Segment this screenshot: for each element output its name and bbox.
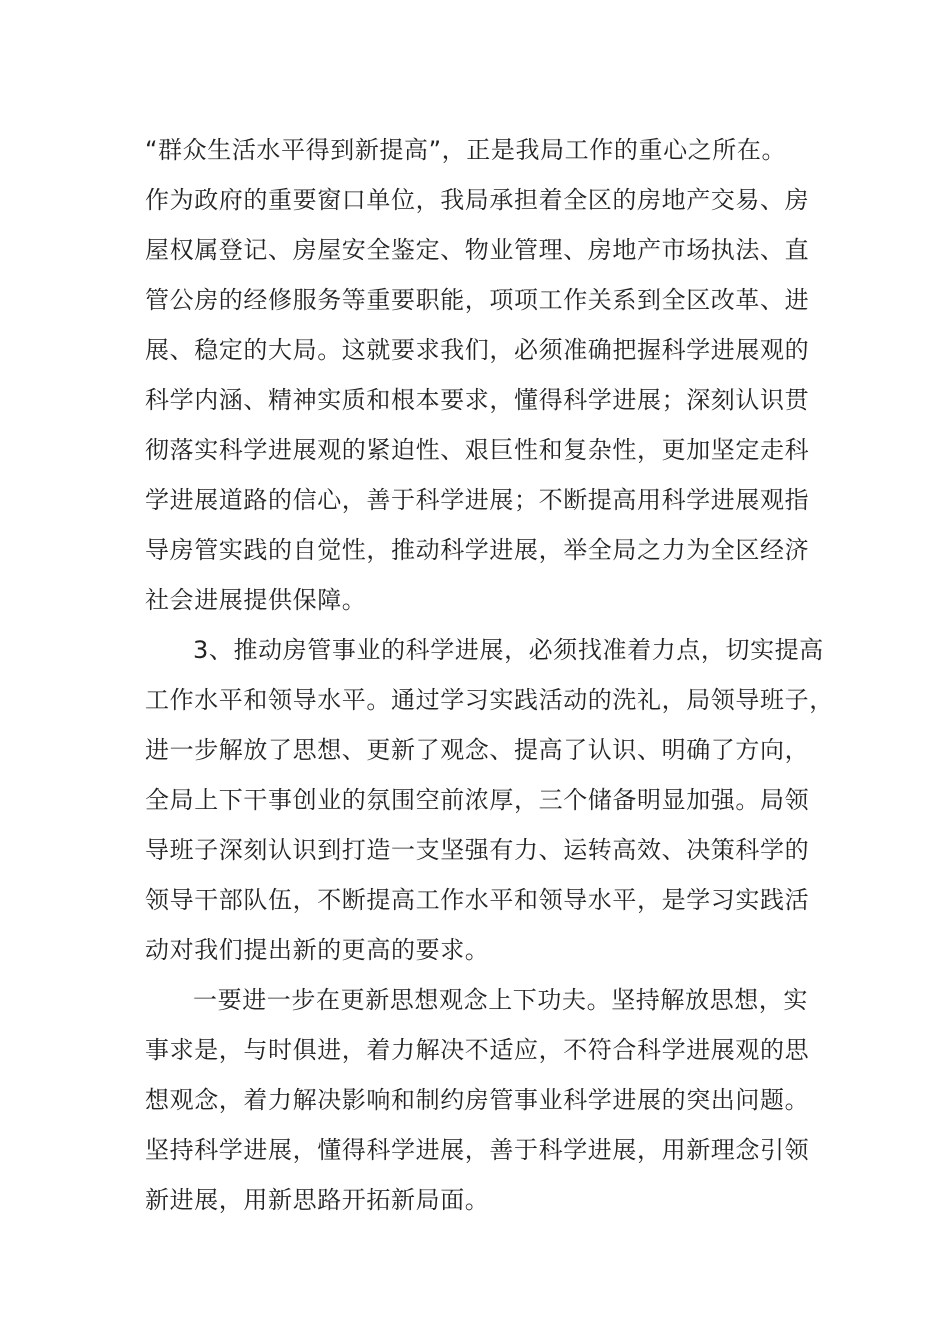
text-line: 导房管实践的自觉性，推动科学进展，举全局之力为全区经济 (145, 536, 810, 564)
text-line: 动对我们提出新的更高的要求。 (145, 936, 490, 964)
text-line: 事求是，与时俱进，着力解决不适应，不符合科学进展观的思 (145, 1036, 810, 1064)
text-line: 展、稳定的大局。这就要求我们，必须准确把握科学进展观的 (145, 336, 810, 364)
text-line: 彻落实科学进展观的紧迫性、艰巨性和复杂性，更加坚定走科 (145, 436, 810, 464)
text-line: 全局上下干事创业的氛围空前浓厚，三个储备明显加强。局领 (145, 786, 810, 814)
text-line: 学进展道路的信心，善于科学进展；不断提高用科学进展观指 (145, 486, 810, 514)
text-line: 作为政府的重要窗口单位，我局承担着全区的房地产交易、房 (145, 186, 810, 214)
text-line: 进一步解放了思想、更新了观念、提高了认识、明确了方向， (145, 736, 810, 764)
text-line: 管公房的经修服务等重要职能，项项工作关系到全区改革、进 (145, 286, 810, 314)
text-line: 想观念，着力解决影响和制约房管事业科学进展的突出问题。 (145, 1086, 810, 1114)
text-line: 工作水平和领导水平。通过学习实践活动的洗礼，局领导班子， (145, 686, 834, 714)
paragraph-start-line: 3、推动房管事业的科学进展，必须找准着力点，切实提高 (193, 636, 824, 664)
text-line: 导班子深刻认识到打造一支坚强有力、运转高效、决策科学的 (145, 836, 810, 864)
text-line: “群众生活水平得到新提高”，正是我局工作的重心之所在。 (145, 136, 787, 164)
paragraph-start-line: 一要进一步在更新思想观念上下功夫。坚持解放思想，实 (193, 986, 808, 1014)
text-line: 坚持科学进展，懂得科学进展，善于科学进展，用新理念引领 (145, 1136, 810, 1164)
text-line: 屋权属登记、房屋安全鉴定、物业管理、房地产市场执法、直 (145, 236, 810, 264)
text-line: 领导干部队伍，不断提高工作水平和领导水平，是学习实践活 (145, 886, 810, 914)
text-line: 社会进展提供保障。 (145, 586, 367, 614)
text-line: 科学内涵、精神实质和根本要求，懂得科学进展；深刻认识贯 (145, 386, 810, 414)
text-line: 新进展，用新思路开拓新局面。 (145, 1186, 490, 1214)
